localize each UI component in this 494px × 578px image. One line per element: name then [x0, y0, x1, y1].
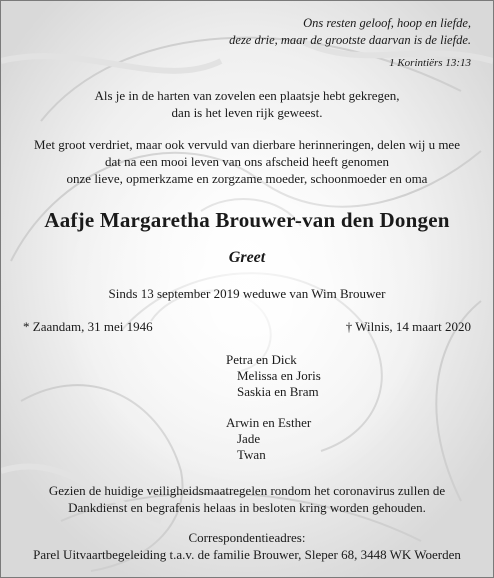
family-member: Jade [237, 431, 261, 446]
verse-line-1: Als je in de harten van zovelen een plaatsje hebt gekregen, [94, 88, 400, 103]
verse-line-2: dan is het leven rijk geweest. [171, 105, 323, 120]
family-couple: Arwin en Esther [226, 415, 312, 430]
birth-info: * Zaandam, 31 mei 1946 [23, 319, 153, 334]
notice-line-2: Dankdienst en begrafenis helaas in besloten kring worden gehouden. [68, 500, 426, 515]
intro-line-2: dat na een mooi leven van ons afscheid heeft genomen [104, 154, 390, 169]
family-group-2 [226, 415, 311, 463]
family-couple: Petra en Dick [226, 352, 297, 367]
correspondence-label: Correspondentieadres: [188, 530, 306, 545]
family-group-1 [226, 352, 321, 400]
quote-line-2: deze drie, maar de grootste daarvan is de liefde. [229, 33, 471, 47]
deceased-full-name: Aafje Margaretha Brouwer-van den Dongen [44, 208, 450, 232]
quote-reference: 1 Korintiërs 13:13 [389, 57, 471, 69]
correspondence-address: Parel Uitvaartbegeleiding t.a.v. de familie Brouwer, Sleper 68, 3448 WK Woerden [33, 547, 461, 562]
intro-line-1: Met groot verdriet, maar ook vervuld van dierbare herinneringen, delen wij u mee [34, 137, 460, 152]
widow-line: Sinds 13 september 2019 weduwe van Wim Brouwer [108, 286, 386, 301]
death-info: † Wilnis, 14 maart 2020 [345, 319, 471, 334]
intro-line-3: onze lieve, opmerkzame en zorgzame moeder, schoonmoeder en oma [66, 171, 428, 186]
quote-line-1: Ons resten geloof, hoop en liefde, [303, 16, 471, 30]
notice-line-1: Gezien de huidige veiligheidsmaatregelen rondom het coronavirus zullen de [48, 483, 446, 498]
family-member: Saskia en Bram [237, 384, 319, 399]
family-member: Twan [237, 447, 266, 462]
family-member: Melissa en Joris [237, 368, 321, 383]
deceased-nickname: Greet [228, 249, 266, 266]
